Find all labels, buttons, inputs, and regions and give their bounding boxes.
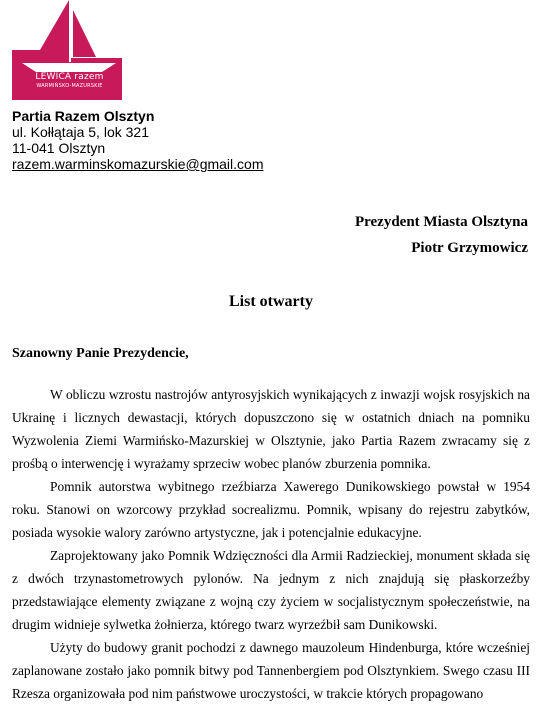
salutation: Szanowny Panie Prezydencie, [12, 346, 189, 361]
recipient-title: Prezydent Miasta Olsztyna [354, 214, 528, 230]
sender-address [12, 108, 264, 172]
sender-email-link[interactable]: razem.warminskomazurskie@gmail.com [12, 156, 264, 172]
recipient-name: Piotr Grzymowicz [411, 240, 528, 256]
letter-body [12, 383, 530, 705]
document-title: List otwarty [229, 293, 313, 310]
paragraph: Zaprojektowany jako Pomnik Wdzięczności dla Armii Radzieckiej, monument składa się z dwóch trzynastometrowych pylonów. Na jednym z nich znajdują się płaskorzeźby przedstawiające elementy związane z wojną czy życiem w socjalistycznym społeczeństwie, na drugim widnieje sylwetka żołnierza, którego twarz wyrzeźbił sam Dunikowski. [12, 548, 530, 632]
paragraph: W obliczu wzrostu nastrojów antyrosyjskich wynikających z inwazji wojsk rosyjskich na Ukrainę i licznych dewastacji, których dopuszczono się w ostatnich dniach na pomniku Wyzwolenia Ziemi Warmińsko-Mazurskiej w Olsztynie, jako Partia Razem zwracamy się z prośbą o interwencję i wyrażamy sprzeciw wobec planów zburzenia pomnika. [12, 387, 530, 471]
logo-subtitle: WARMIŃSKO-MAZURSKIE [36, 83, 103, 89]
recipient [355, 209, 528, 261]
paragraph: Użyty do budowy granit pochodzi z dawnego mauzoleum Hindenburga, które wcześniej zaplanowane zostało jako pomnik bitwy pod Tannenbergiem pod Olsztynkiem. Swego czasu III Rzesza organizowała pod nim państwowe uroczystości, w trakcie których propagowano [12, 640, 530, 701]
logo-title: LEWICA razem [35, 72, 104, 82]
lewica-razem-logo [12, 0, 127, 102]
sender-city: 11-041 Olsztyn [12, 140, 106, 156]
paragraph: Pomnik autorstwa wybitnego rzeźbiarza Xawerego Dunikowskiego powstał w 1954 roku. Stanowi on wzorcowy przykład socrealizmu. Pomnik, wpisany do rejestru zabytków, posiada wysokie walory zarówno artystyczne, jak i potencjalnie edukacyjne. [12, 479, 530, 540]
sender-street: ul. Kołłątaja 5, lok 321 [12, 124, 149, 140]
sender-org: Partia Razem Olsztyn [12, 108, 155, 124]
